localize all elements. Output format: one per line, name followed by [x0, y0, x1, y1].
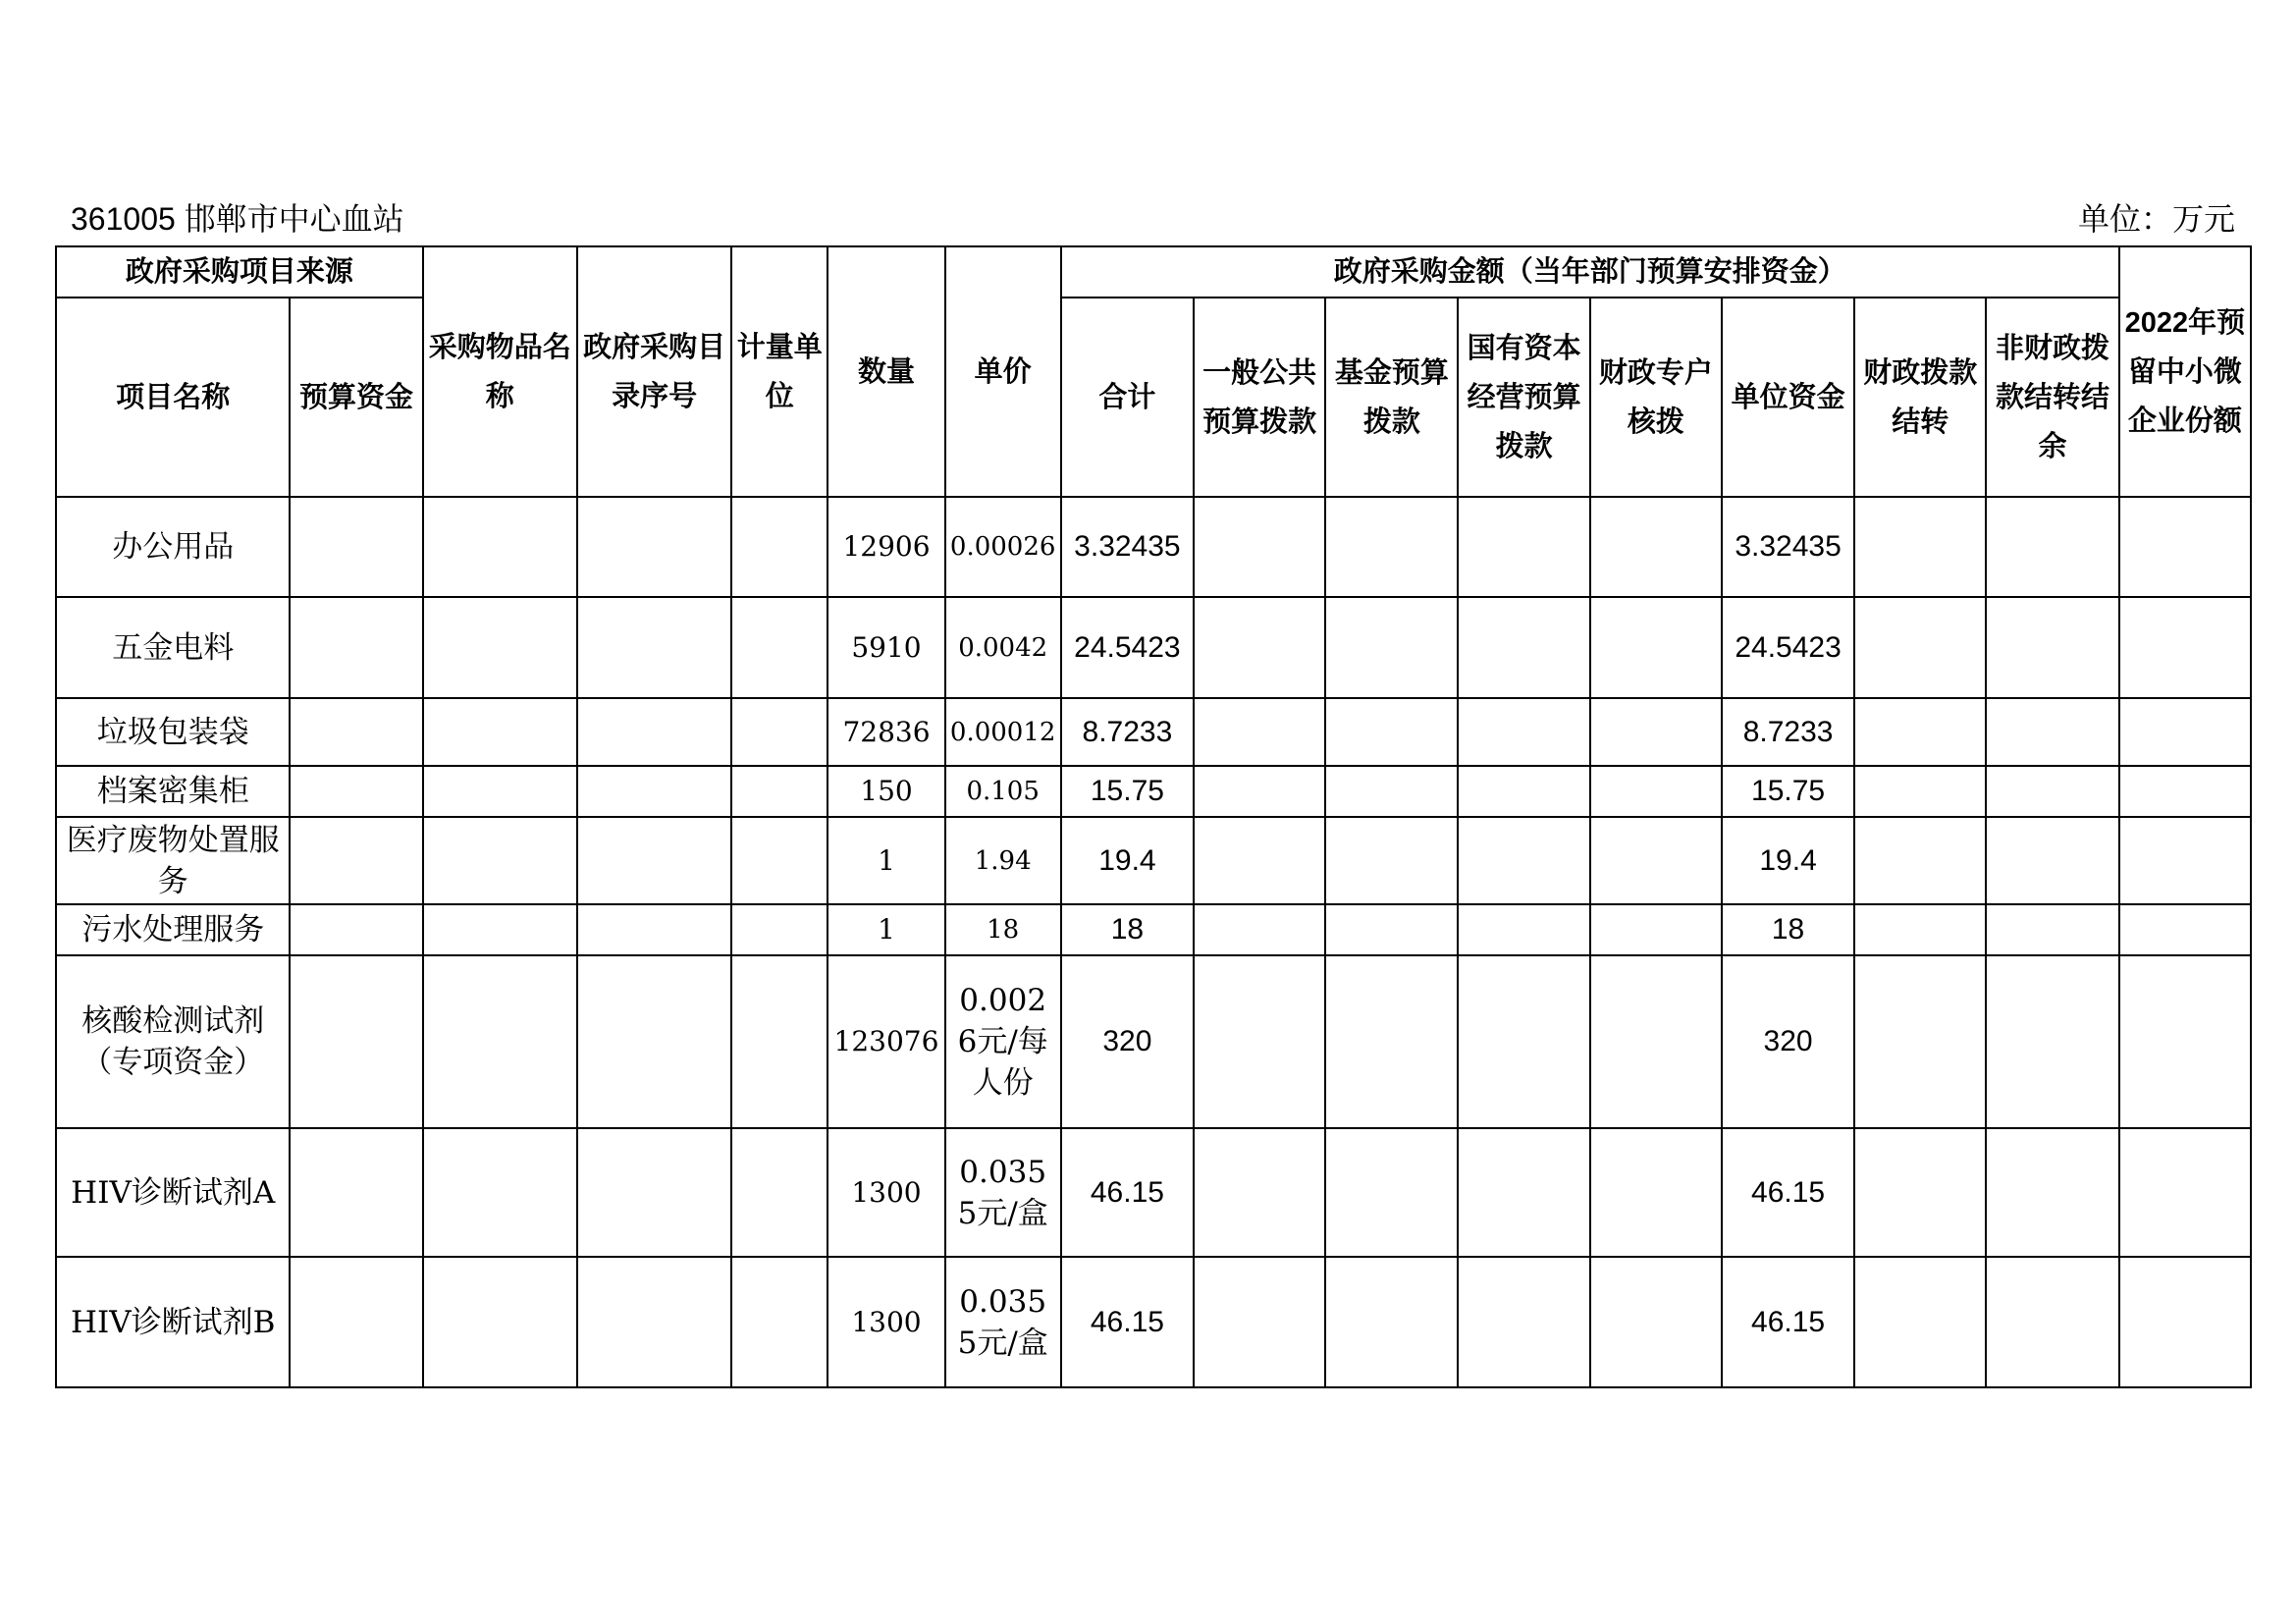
empty-cell — [290, 766, 422, 817]
total-cell: 24.5423 — [1061, 597, 1194, 698]
empty-cell — [2119, 1257, 2251, 1387]
empty-cell — [731, 597, 828, 698]
empty-cell — [1854, 766, 1986, 817]
empty-cell — [577, 698, 731, 766]
quantity-cell: 150 — [828, 766, 944, 817]
unit-price-cell: 0.105 — [945, 766, 1061, 817]
empty-cell — [290, 904, 422, 955]
empty-cell — [1986, 597, 2118, 698]
empty-cell — [1325, 766, 1458, 817]
empty-cell — [2119, 597, 2251, 698]
empty-cell — [1325, 597, 1458, 698]
empty-cell — [1458, 497, 1589, 597]
empty-cell — [1458, 597, 1589, 698]
table-row — [56, 698, 2251, 766]
empty-cell — [577, 904, 731, 955]
empty-cell — [577, 597, 731, 698]
empty-cell — [290, 1257, 422, 1387]
unit-funds-cell: 320 — [1722, 955, 1854, 1128]
quantity-cell: 1 — [828, 904, 944, 955]
table-row — [56, 1128, 2251, 1257]
empty-cell — [577, 955, 731, 1128]
empty-cell — [1590, 955, 1722, 1128]
quantity-cell: 1 — [828, 817, 944, 904]
empty-cell — [577, 1128, 731, 1257]
empty-cell — [1325, 955, 1458, 1128]
general-public-header: 一般公共预算拨款 — [1194, 298, 1325, 497]
total-cell: 15.75 — [1061, 766, 1194, 817]
empty-cell — [1194, 766, 1325, 817]
item-name-cell: 垃圾包装袋 — [56, 698, 290, 766]
empty-cell — [1854, 1257, 1986, 1387]
quantity-cell: 1300 — [828, 1128, 944, 1257]
unit-price-cell: 0.0355元/盒 — [945, 1128, 1061, 1257]
goods-name-header: 采购物品名称 — [423, 246, 577, 497]
empty-cell — [1458, 1128, 1589, 1257]
unit-funds-cell: 19.4 — [1722, 817, 1854, 904]
unit-price-cell: 0.00012 — [945, 698, 1061, 766]
unit-funds-cell: 18 — [1722, 904, 1854, 955]
item-name-cell: 核酸检测试剂（专项资金） — [56, 955, 290, 1128]
source-group-header: 政府采购项目来源 — [56, 246, 423, 298]
item-name-cell: HIV诊断试剂A — [56, 1128, 290, 1257]
empty-cell — [1590, 1128, 1722, 1257]
empty-cell — [423, 904, 577, 955]
header-row-2 — [56, 298, 2251, 497]
empty-cell — [731, 497, 828, 597]
fund-budget-header: 基金预算拨款 — [1325, 298, 1458, 497]
unit-funds-cell: 15.75 — [1722, 766, 1854, 817]
empty-cell — [290, 955, 422, 1128]
empty-cell — [1986, 497, 2118, 597]
quantity-cell: 5910 — [828, 597, 944, 698]
item-name-cell: 五金电料 — [56, 597, 290, 698]
empty-cell — [1590, 497, 1722, 597]
unit-funds-header: 单位资金 — [1722, 298, 1854, 497]
quantity-cell: 123076 — [828, 955, 944, 1128]
empty-cell — [290, 698, 422, 766]
empty-cell — [423, 698, 577, 766]
empty-cell — [1590, 904, 1722, 955]
page-title: 361005 邯郸市中心血站 — [71, 201, 404, 237]
empty-cell — [423, 597, 577, 698]
empty-cell — [577, 817, 731, 904]
quantity-cell: 72836 — [828, 698, 944, 766]
empty-cell — [1986, 1128, 2118, 1257]
table-row — [56, 955, 2251, 1128]
empty-cell — [1325, 817, 1458, 904]
unit-price-cell: 0.0355元/盒 — [945, 1257, 1061, 1387]
empty-cell — [1458, 698, 1589, 766]
total-cell: 3.32435 — [1061, 497, 1194, 597]
empty-cell — [1854, 955, 1986, 1128]
item-name-cell: 污水处理服务 — [56, 904, 290, 955]
empty-cell — [1854, 1128, 1986, 1257]
unit-price-cell: 0.00026 — [945, 497, 1061, 597]
empty-cell — [2119, 698, 2251, 766]
empty-cell — [577, 497, 731, 597]
empty-cell — [2119, 904, 2251, 955]
empty-cell — [1325, 1257, 1458, 1387]
unit-label: 单位：万元 — [2077, 201, 2235, 237]
empty-cell — [1854, 904, 1986, 955]
unit-price-cell: 0.0026元/每人份 — [945, 955, 1061, 1128]
empty-cell — [1194, 1257, 1325, 1387]
total-header: 合计 — [1061, 298, 1194, 497]
unit-price-cell: 18 — [945, 904, 1061, 955]
empty-cell — [423, 817, 577, 904]
empty-cell — [2119, 497, 2251, 597]
empty-cell — [577, 766, 731, 817]
table-row — [56, 497, 2251, 597]
empty-cell — [731, 817, 828, 904]
empty-cell — [423, 955, 577, 1128]
empty-cell — [1194, 497, 1325, 597]
quantity-header: 数量 — [828, 246, 944, 497]
empty-cell — [1590, 817, 1722, 904]
empty-cell — [1458, 904, 1589, 955]
empty-cell — [1986, 817, 2118, 904]
empty-cell — [423, 766, 577, 817]
empty-cell — [1458, 955, 1589, 1128]
empty-cell — [731, 1257, 828, 1387]
empty-cell — [2119, 766, 2251, 817]
catalog-no-header: 政府采购目录序号 — [577, 246, 731, 497]
item-name-cell: 医疗废物处置服务 — [56, 817, 290, 904]
empty-cell — [1458, 1257, 1589, 1387]
total-cell: 46.15 — [1061, 1257, 1194, 1387]
quantity-cell: 12906 — [828, 497, 944, 597]
empty-cell — [290, 817, 422, 904]
empty-cell — [290, 497, 422, 597]
empty-cell — [1194, 597, 1325, 698]
empty-cell — [1194, 817, 1325, 904]
table-row — [56, 597, 2251, 698]
empty-cell — [731, 698, 828, 766]
empty-cell — [1194, 955, 1325, 1128]
unit-price-cell: 1.94 — [945, 817, 1061, 904]
item-name-cell: HIV诊断试剂B — [56, 1257, 290, 1387]
empty-cell — [2119, 817, 2251, 904]
empty-cell — [423, 497, 577, 597]
unit-funds-cell: 8.7233 — [1722, 698, 1854, 766]
empty-cell — [1986, 698, 2118, 766]
header-row-1 — [56, 246, 2251, 298]
empty-cell — [1590, 597, 1722, 698]
table-row — [56, 1257, 2251, 1387]
table-row — [56, 904, 2251, 955]
empty-cell — [1986, 904, 2118, 955]
empty-cell — [1986, 1257, 2118, 1387]
finance-special-header: 财政专户核拨 — [1590, 298, 1722, 497]
table-row — [56, 817, 2251, 904]
finance-carryover-header: 财政拨款结转 — [1854, 298, 1986, 497]
empty-cell — [1590, 1257, 1722, 1387]
empty-cell — [1325, 904, 1458, 955]
unit-funds-cell: 46.15 — [1722, 1128, 1854, 1257]
amount-group-header: 政府采购金额（当年部门预算安排资金） — [1061, 246, 2119, 298]
item-name-header: 项目名称 — [56, 298, 290, 497]
empty-cell — [1590, 698, 1722, 766]
empty-cell — [577, 1257, 731, 1387]
sme-reserved-header: 2022年预留中小微企业份额 — [2119, 246, 2251, 497]
empty-cell — [1854, 597, 1986, 698]
empty-cell — [1194, 698, 1325, 766]
empty-cell — [423, 1257, 577, 1387]
empty-cell — [1325, 698, 1458, 766]
quantity-cell: 1300 — [828, 1257, 944, 1387]
budget-funds-header: 预算资金 — [290, 298, 422, 497]
empty-cell — [1194, 904, 1325, 955]
empty-cell — [2119, 1128, 2251, 1257]
empty-cell — [1325, 497, 1458, 597]
measure-unit-header: 计量单位 — [731, 246, 828, 497]
empty-cell — [2119, 955, 2251, 1128]
empty-cell — [1325, 1128, 1458, 1257]
item-name-cell: 档案密集柜 — [56, 766, 290, 817]
total-cell: 46.15 — [1061, 1128, 1194, 1257]
unit-funds-cell: 3.32435 — [1722, 497, 1854, 597]
empty-cell — [731, 955, 828, 1128]
nonfinance-carryover-header: 非财政拨款结转结余 — [1986, 298, 2118, 497]
procurement-table — [55, 245, 2252, 1388]
empty-cell — [1986, 955, 2118, 1128]
empty-cell — [731, 1128, 828, 1257]
table-row — [56, 766, 2251, 817]
empty-cell — [1590, 766, 1722, 817]
unit-price-cell: 0.0042 — [945, 597, 1061, 698]
empty-cell — [731, 766, 828, 817]
empty-cell — [731, 904, 828, 955]
empty-cell — [1854, 497, 1986, 597]
unit-price-header: 单价 — [945, 246, 1061, 497]
unit-funds-cell: 46.15 — [1722, 1257, 1854, 1387]
empty-cell — [290, 597, 422, 698]
total-cell: 320 — [1061, 955, 1194, 1128]
empty-cell — [1986, 766, 2118, 817]
empty-cell — [290, 1128, 422, 1257]
unit-funds-cell: 24.5423 — [1722, 597, 1854, 698]
empty-cell — [1458, 817, 1589, 904]
total-cell: 19.4 — [1061, 817, 1194, 904]
empty-cell — [423, 1128, 577, 1257]
state-capital-header: 国有资本经营预算拨款 — [1458, 298, 1589, 497]
empty-cell — [1854, 698, 1986, 766]
empty-cell — [1458, 766, 1589, 817]
empty-cell — [1194, 1128, 1325, 1257]
empty-cell — [1854, 817, 1986, 904]
item-name-cell: 办公用品 — [56, 497, 290, 597]
total-cell: 18 — [1061, 904, 1194, 955]
total-cell: 8.7233 — [1061, 698, 1194, 766]
